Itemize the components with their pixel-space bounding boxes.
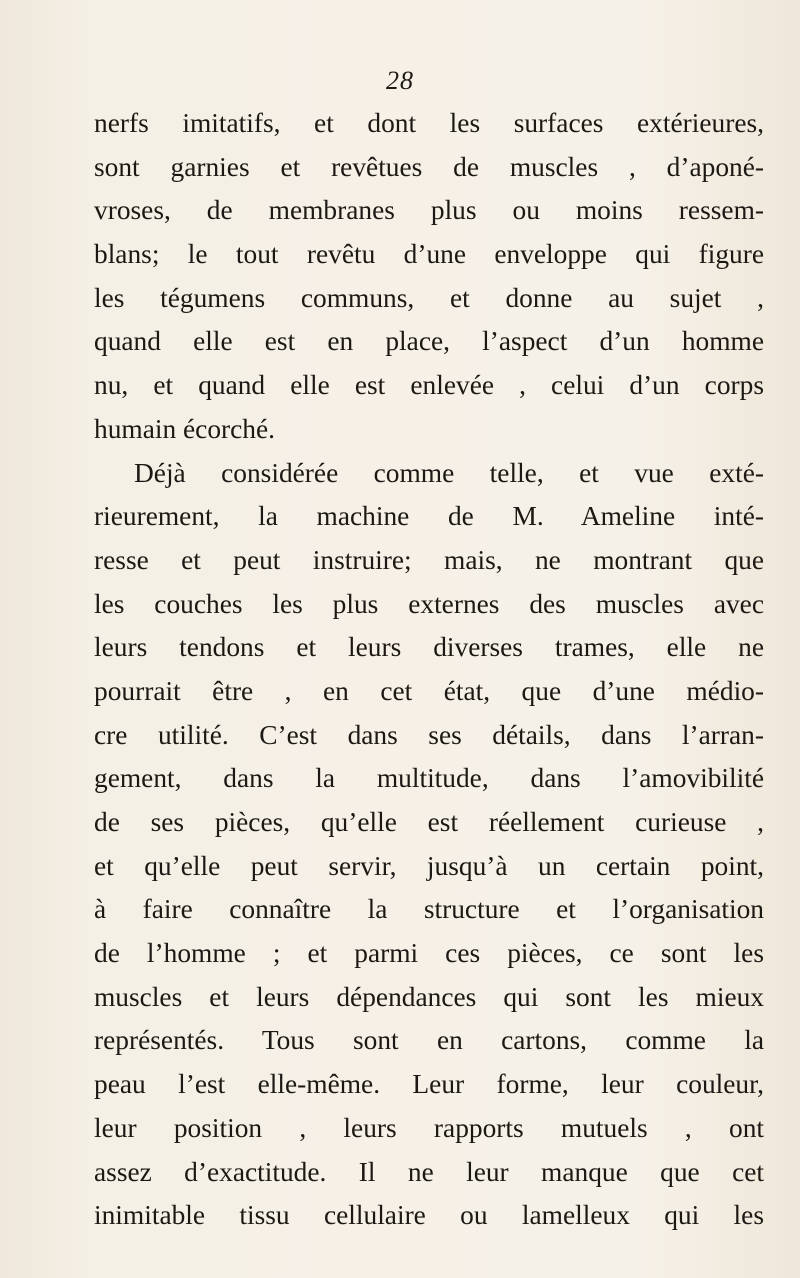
text-line: représentés. Tous sont en cartons, comme la <box>94 1025 764 1056</box>
text-line: muscles et leurs dépendances qui sont les mieux <box>94 981 764 1012</box>
text-line: rieurement, la machine de M. Ameline inté- <box>94 501 764 532</box>
text-line: de l’homme ; et parmi ces pièces, ce sont les <box>94 938 764 969</box>
text-line: nu, et quand elle est enlevée , celui d’un corps <box>94 370 764 401</box>
text-line: leurs tendons et leurs diverses trames, elle ne <box>94 632 764 663</box>
text-line: inimitable tissu cellulaire ou lamelleux qui les <box>94 1200 764 1231</box>
text-line: de ses pièces, qu’elle est réellement curieuse , <box>94 807 764 837</box>
text-line: assez d’exactitude. Il ne leur manque que cet <box>94 1156 764 1187</box>
text-line: gement, dans la multitude, dans l’amovibilité <box>94 763 764 794</box>
text-line: et qu’elle peut servir, jusqu’à un certain point, <box>94 850 764 881</box>
text-line: sont garnies et revêtues de muscles , d’aponé- <box>94 151 764 182</box>
text-line: les couches les plus externes des muscles avec <box>94 588 764 619</box>
text-line: humain écorché. <box>94 413 275 444</box>
text-line: les tégumens communs, et donne au sujet , <box>94 282 764 313</box>
text-line: Déjà considérée comme telle, et vue exté- <box>134 457 764 488</box>
body-text <box>94 102 764 1238</box>
text-line: nerfs imitatifs, et dont les surfaces extérieures, <box>94 108 764 138</box>
text-line: leur position , leurs rapports mutuels , ont <box>94 1112 764 1143</box>
text-line: vroses, de membranes plus ou moins ressem- <box>94 195 764 226</box>
text-line: à faire connaître la structure et l’organisation <box>94 894 764 925</box>
text-line: cre utilité. C’est dans ses détails, dans l’arran- <box>94 719 764 750</box>
text-line: blans; le tout revêtu d’une enveloppe qui figure <box>94 239 764 270</box>
page-number: 28 <box>386 66 414 95</box>
text-line: quand elle est en place, l’aspect d’un homme <box>94 326 764 357</box>
text-line: pourrait être , en cet état, que d’une médio- <box>94 675 764 706</box>
text-line: resse et peut instruire; mais, ne montrant que <box>94 544 764 575</box>
text-line: peau l’est elle-même. Leur forme, leur couleur, <box>94 1069 764 1100</box>
